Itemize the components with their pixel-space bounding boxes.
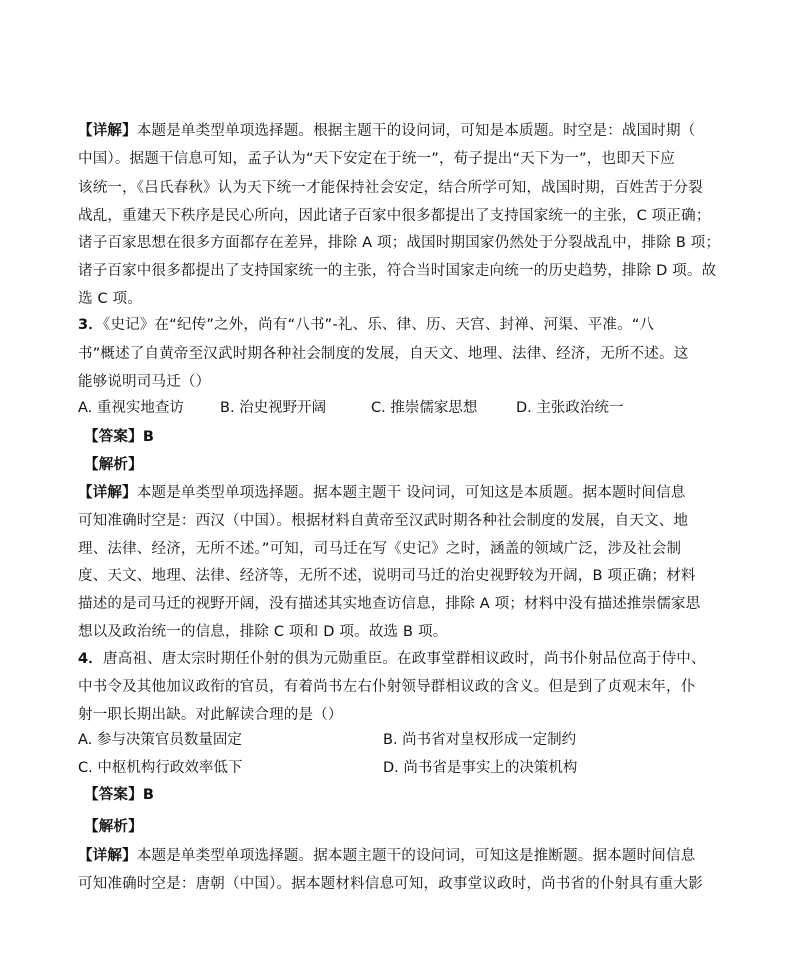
explanation-line: 战乱，重建天下秩序是民心所向，因此诸子百家中很多都提出了支持国家统一的主张，C 项正确；	[78, 208, 711, 224]
answer-value: B	[142, 787, 155, 803]
question-4-stem: 射一职长期出缺。对此解读合理的是（）	[78, 707, 343, 723]
option-c: C. 推崇儒家思想	[371, 400, 478, 416]
explanation-line: 选 C 项。	[78, 291, 143, 307]
option-b: B. 尚书省对皇权形成一定制约	[383, 732, 577, 748]
explanation-line: 【详解】本题是单类型单项选择题。根据主题干的设问词，可知是本质题。时空是：战国时期（	[78, 123, 696, 139]
explanation-line: 度、天文、地理、法律、经济等，无所不述，说明司马迁的治史视野较为开阔，B 项正确；材料	[78, 568, 696, 584]
option-c: C. 中枢机构行政效率低下	[78, 760, 243, 776]
explanation-line: 【详解】本题是单类型单项选择题。据本题主题干的设问词，可知这是推断题。据本题时间信息	[78, 848, 696, 864]
question-3-stem: 3．《史记》在“纪传”之外，尚有“八书”-礼、乐、律、历、天宫、封禅、河渠、平准。“八	[78, 317, 655, 333]
question-3-stem: 能够说明司马迁（）	[78, 374, 211, 390]
detail-label: 【详解】	[78, 485, 137, 501]
analysis-label: 【解析】	[84, 819, 143, 835]
explanation-line: 中国）。据题干信息可知，孟子认为“天下安定在于统一”，荀子提出“天下为一”，也即天下应	[78, 151, 675, 167]
answer-line: 【答案】B	[84, 787, 155, 803]
option-d: D. 主张政治统一	[516, 400, 624, 416]
explanation-line: 可知准确时空是：西汉（中国）。根据材料自黄帝至汉武时期各种社会制度的发展，自天文、地	[78, 513, 689, 529]
question-4-stem: 中书令及其他加议政衔的官员，有着尚书左右仆射领导群相议政的含义。但是到了贞观末年，仆	[78, 679, 696, 695]
question-number: 3．	[78, 317, 103, 333]
detail-label: 【详解】	[78, 123, 137, 139]
question-3-stem: 书”概述了自黄帝至汉武时期各种社会制度的发展，自天文、地理、法律、经济，无所不述。这	[78, 346, 689, 362]
explanation-line: 诸子百家思想在很多方面都存在差异，排除 A 项；战国时期国家仍然处于分裂战乱中，排除 B 项；	[78, 235, 721, 251]
option-b: B. 治史视野开阔	[220, 400, 327, 416]
option-a: A. 重视实地查访	[78, 400, 184, 416]
answer-line: 【答案】B	[84, 429, 155, 445]
option-d: D. 尚书省是事实上的决策机构	[383, 760, 578, 776]
explanation-line: 该统一，《吕氏春秋》认为天下统一才能保持社会安定，结合所学可知，战国时期，百姓苦于分裂	[78, 180, 703, 196]
explanation-line: 【详解】本题是单类型单项选择题。据本题主题干 设问词，可知这是本质题。据本题时间信息	[78, 485, 686, 501]
question-number: 4．	[78, 651, 103, 667]
explanation-line: 可知准确时空是：唐朝（中国）。据本题材料信息可知，政事堂议政时，尚书省的仆射具有重大影	[78, 876, 703, 892]
detail-label: 【详解】	[78, 848, 137, 864]
explanation-line: 描述的是司马迁的视野开阔，没有描述其实地查访信息，排除 A 项；材料中没有描述推崇儒家思	[78, 596, 701, 612]
explanation-line: 诸子百家中很多都提出了支持国家统一的主张，符合当时国家走向统一的历史趋势，排除 D 项。故	[78, 263, 717, 279]
explanation-line: 理、法律、经济，无所不述。”可知，司马迁在写《史记》之时，涵盖的领域广泛，涉及社会制	[78, 541, 682, 557]
option-a: A. 参与决策官员数量固定	[78, 732, 242, 748]
analysis-label: 【解析】	[84, 457, 143, 473]
answer-value: B	[142, 429, 155, 445]
question-4-stem: 4．唐高祖、唐太宗时期任仆射的俱为元勋重臣。在政事堂群相议政时，尚书仆射品位高于侍中、	[78, 651, 706, 667]
explanation-line: 想以及政治统一的信息，排除 C 项和 D 项。故选 B 项。	[78, 624, 448, 640]
